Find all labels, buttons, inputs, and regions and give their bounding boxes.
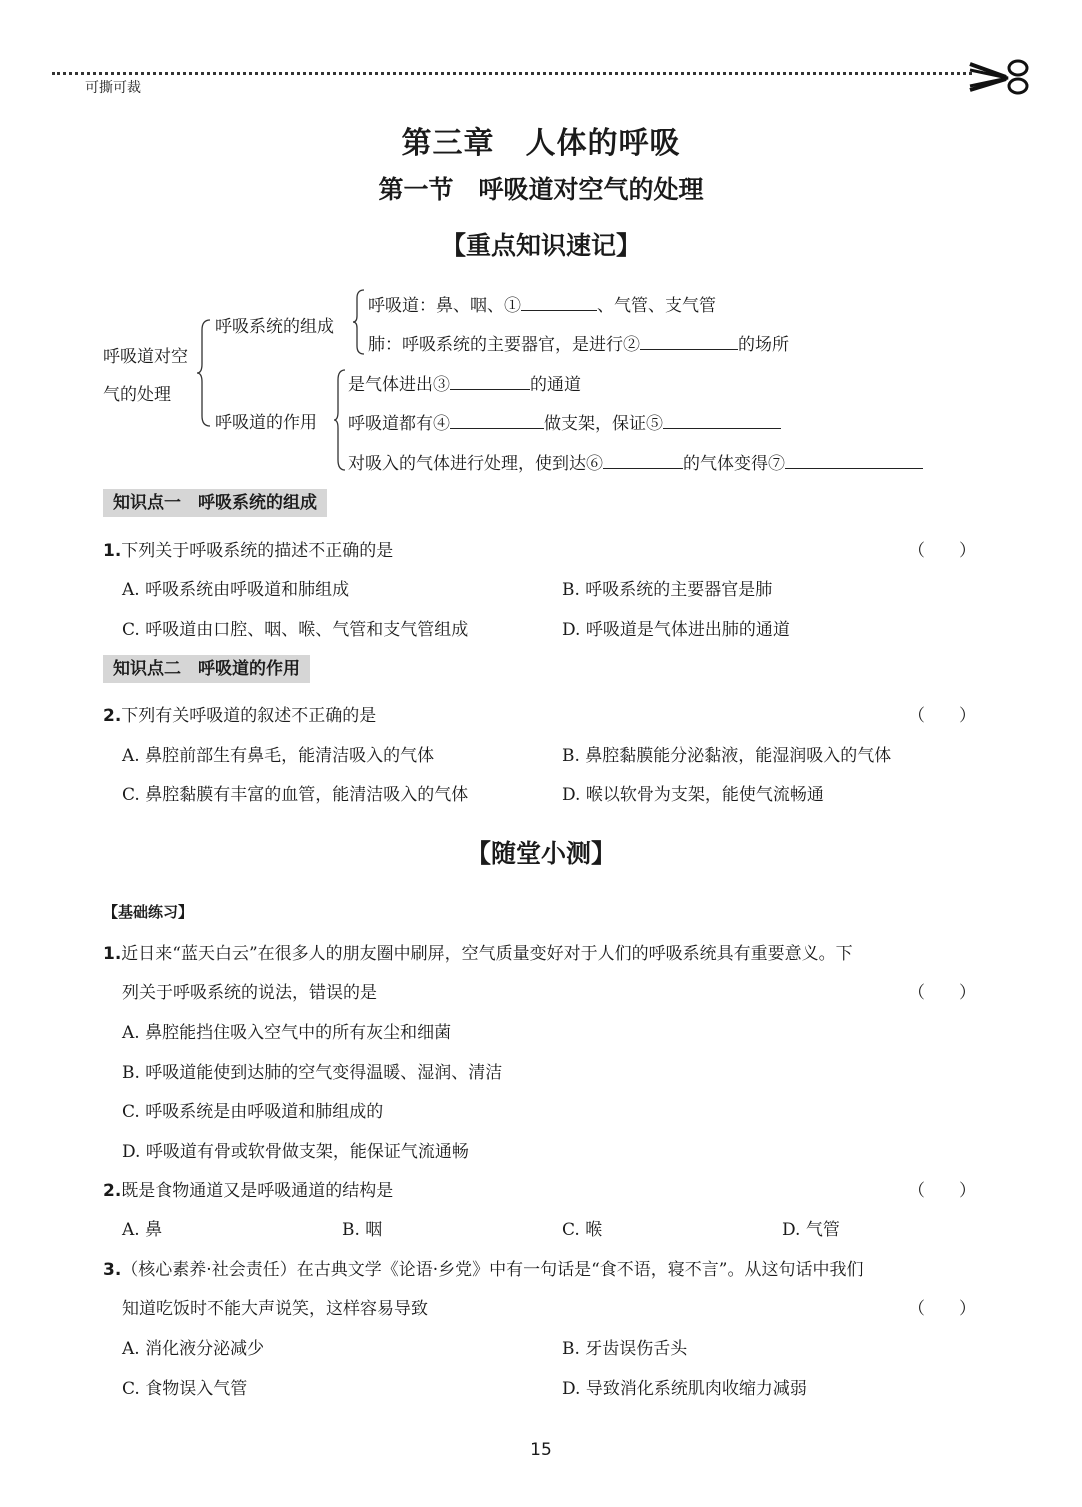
practice-q1-text: 近日来“蓝天白云”在很多人的朋友圈中刷屏，空气质量变好对于人们的呼吸系统具有重要意义。下 [121, 944, 853, 964]
blank-5 [663, 412, 781, 429]
practice-q3-option-c: C. 食物误入气管 [122, 1379, 248, 1399]
knowledge-point-1-label: 知识点一 呼吸系统的组成 [103, 489, 327, 517]
practice-q1-number: 1. [103, 944, 122, 964]
practice-q3-answer-paren[interactable]: （ ） [908, 1299, 976, 1319]
tree-function-item-2 [348, 409, 781, 434]
practice-q1-option-a: A. 鼻腔能挡住吸入空气中的所有灰尘和细菌 [122, 1023, 452, 1043]
tree-function-item-1 [348, 370, 581, 395]
kp2-answer-paren[interactable]: （ ） [908, 706, 976, 726]
tree-function-2-prefix: 呼吸道都有④ [348, 414, 450, 434]
practice-q2-option-a: A. 鼻 [122, 1220, 163, 1240]
practice-q1-option-d: D. 呼吸道有骨或软骨做支架，能保证气流通畅 [122, 1142, 469, 1162]
practice-q3-option-b: B. 牙齿误伤舌头 [562, 1339, 688, 1359]
knowledge-point-2-label: 知识点二 呼吸道的作用 [103, 655, 310, 683]
practice-q2-text: 既是食物通道又是呼吸通道的结构是 [121, 1181, 394, 1201]
tree-function-item-3 [348, 449, 923, 474]
section-title: 第一节 呼吸道对空气的处理 [378, 175, 704, 204]
tree-root-line1: 呼吸道对空 [103, 347, 188, 367]
page-number: 15 [530, 1440, 552, 1460]
tree-function-3-mid: 的气体变得⑦ [683, 454, 785, 474]
blank-6 [603, 452, 683, 469]
scissors-icon [968, 56, 1034, 96]
practice-q2 [103, 1176, 393, 1201]
kp1-option-a: A. 呼吸系统由呼吸道和肺组成 [122, 580, 350, 600]
tree-lung-suffix: 的场所 [738, 335, 789, 355]
tree-brace-composition [352, 288, 366, 356]
kp2-option-a: A. 鼻腔前部生有鼻毛，能清洁吸入的气体 [122, 746, 435, 766]
blank-3 [450, 373, 530, 390]
blank-1 [521, 294, 597, 311]
practice-q2-option-d: D. 气管 [782, 1220, 840, 1240]
practice-q1-line2: 列关于呼吸系统的说法，错误的是 [122, 983, 377, 1003]
tear-line [52, 72, 972, 75]
tree-function-2-mid: 做支架，保证⑤ [544, 414, 663, 434]
practice-q3-option-a: A. 消化液分泌减少 [122, 1339, 265, 1359]
tree-function-1-suffix: 的通道 [530, 375, 581, 395]
practice-q1-line1 [103, 939, 853, 964]
blank-2 [640, 333, 738, 350]
tree-brace-function [333, 368, 347, 472]
tree-brace-root [196, 318, 212, 428]
blank-4 [450, 412, 544, 429]
kp2-question-number: 2. [103, 706, 122, 726]
key-points-title: 【重点知识速记】 [440, 231, 641, 260]
kp2-question [103, 701, 376, 726]
kp1-option-b: B. 呼吸系统的主要器官是肺 [562, 580, 773, 600]
practice-q1-option-c: C. 呼吸系统是由呼吸道和肺组成的 [122, 1102, 384, 1122]
practice-q3-line1 [103, 1255, 864, 1280]
kp1-answer-paren[interactable]: （ ） [908, 541, 976, 561]
practice-q3-option-d: D. 导致消化系统肌肉收缩力减弱 [562, 1379, 807, 1399]
kp2-option-d: D. 喉以软骨为支架，能使气流畅通 [562, 785, 824, 805]
kp1-question-text: 下列关于呼吸系统的描述不正确的是 [121, 541, 394, 561]
basic-practice-heading: 【基础练习】 [103, 903, 194, 921]
tree-function-1-prefix: 是气体进出③ [348, 375, 450, 395]
kp2-question-text: 下列有关呼吸道的叙述不正确的是 [121, 706, 377, 726]
tree-airway-item [368, 291, 716, 316]
practice-q3-text: （核心素养·社会责任）在古典文学《论语·乡党》中有一句话是“食不语，寝不言”。从这句话中我们 [121, 1260, 864, 1280]
tree-root-line2: 气的处理 [103, 385, 171, 405]
tree-function-3-prefix: 对吸入的气体进行处理，使到达⑥ [348, 454, 603, 474]
tree-branch-composition: 呼吸系统的组成 [215, 317, 334, 337]
chapter-title: 第三章 人体的呼吸 [401, 126, 681, 161]
blank-7 [785, 452, 923, 469]
tree-airway-suffix: 、气管、支气管 [597, 296, 716, 316]
kp1-question-number: 1. [103, 541, 122, 561]
tree-branch-function: 呼吸道的作用 [215, 413, 317, 433]
tree-airway-prefix: 呼吸道：鼻、咽、① [368, 296, 521, 316]
practice-q1-option-b: B. 呼吸道能使到达肺的空气变得温暖、湿润、清洁 [122, 1063, 503, 1083]
kp1-option-d: D. 呼吸道是气体进出肺的通道 [562, 620, 790, 640]
tear-label: 可撕可裁 [85, 80, 141, 96]
practice-q2-option-c: C. 喉 [562, 1220, 603, 1240]
kp1-option-c: C. 呼吸道由口腔、咽、喉、气管和支气管组成 [122, 620, 469, 640]
kp2-option-b: B. 鼻腔黏膜能分泌黏液，能湿润吸入的气体 [562, 746, 892, 766]
tree-lung-item [368, 330, 789, 355]
kp2-option-c: C. 鼻腔黏膜有丰富的血管，能清洁吸入的气体 [122, 785, 469, 805]
kp1-question [103, 536, 393, 561]
practice-q2-option-b: B. 咽 [342, 1220, 383, 1240]
practice-q2-answer-paren[interactable]: （ ） [908, 1181, 976, 1201]
tree-lung-prefix: 肺：呼吸系统的主要器官，是进行② [368, 335, 640, 355]
practice-q3-number: 3. [103, 1260, 122, 1280]
practice-q1-answer-paren[interactable]: （ ） [908, 983, 976, 1003]
practice-q3-line2: 知道吃饭时不能大声说笑，这样容易导致 [122, 1299, 428, 1319]
quiz-title: 【随堂小测】 [465, 839, 616, 868]
practice-q2-number: 2. [103, 1181, 122, 1201]
